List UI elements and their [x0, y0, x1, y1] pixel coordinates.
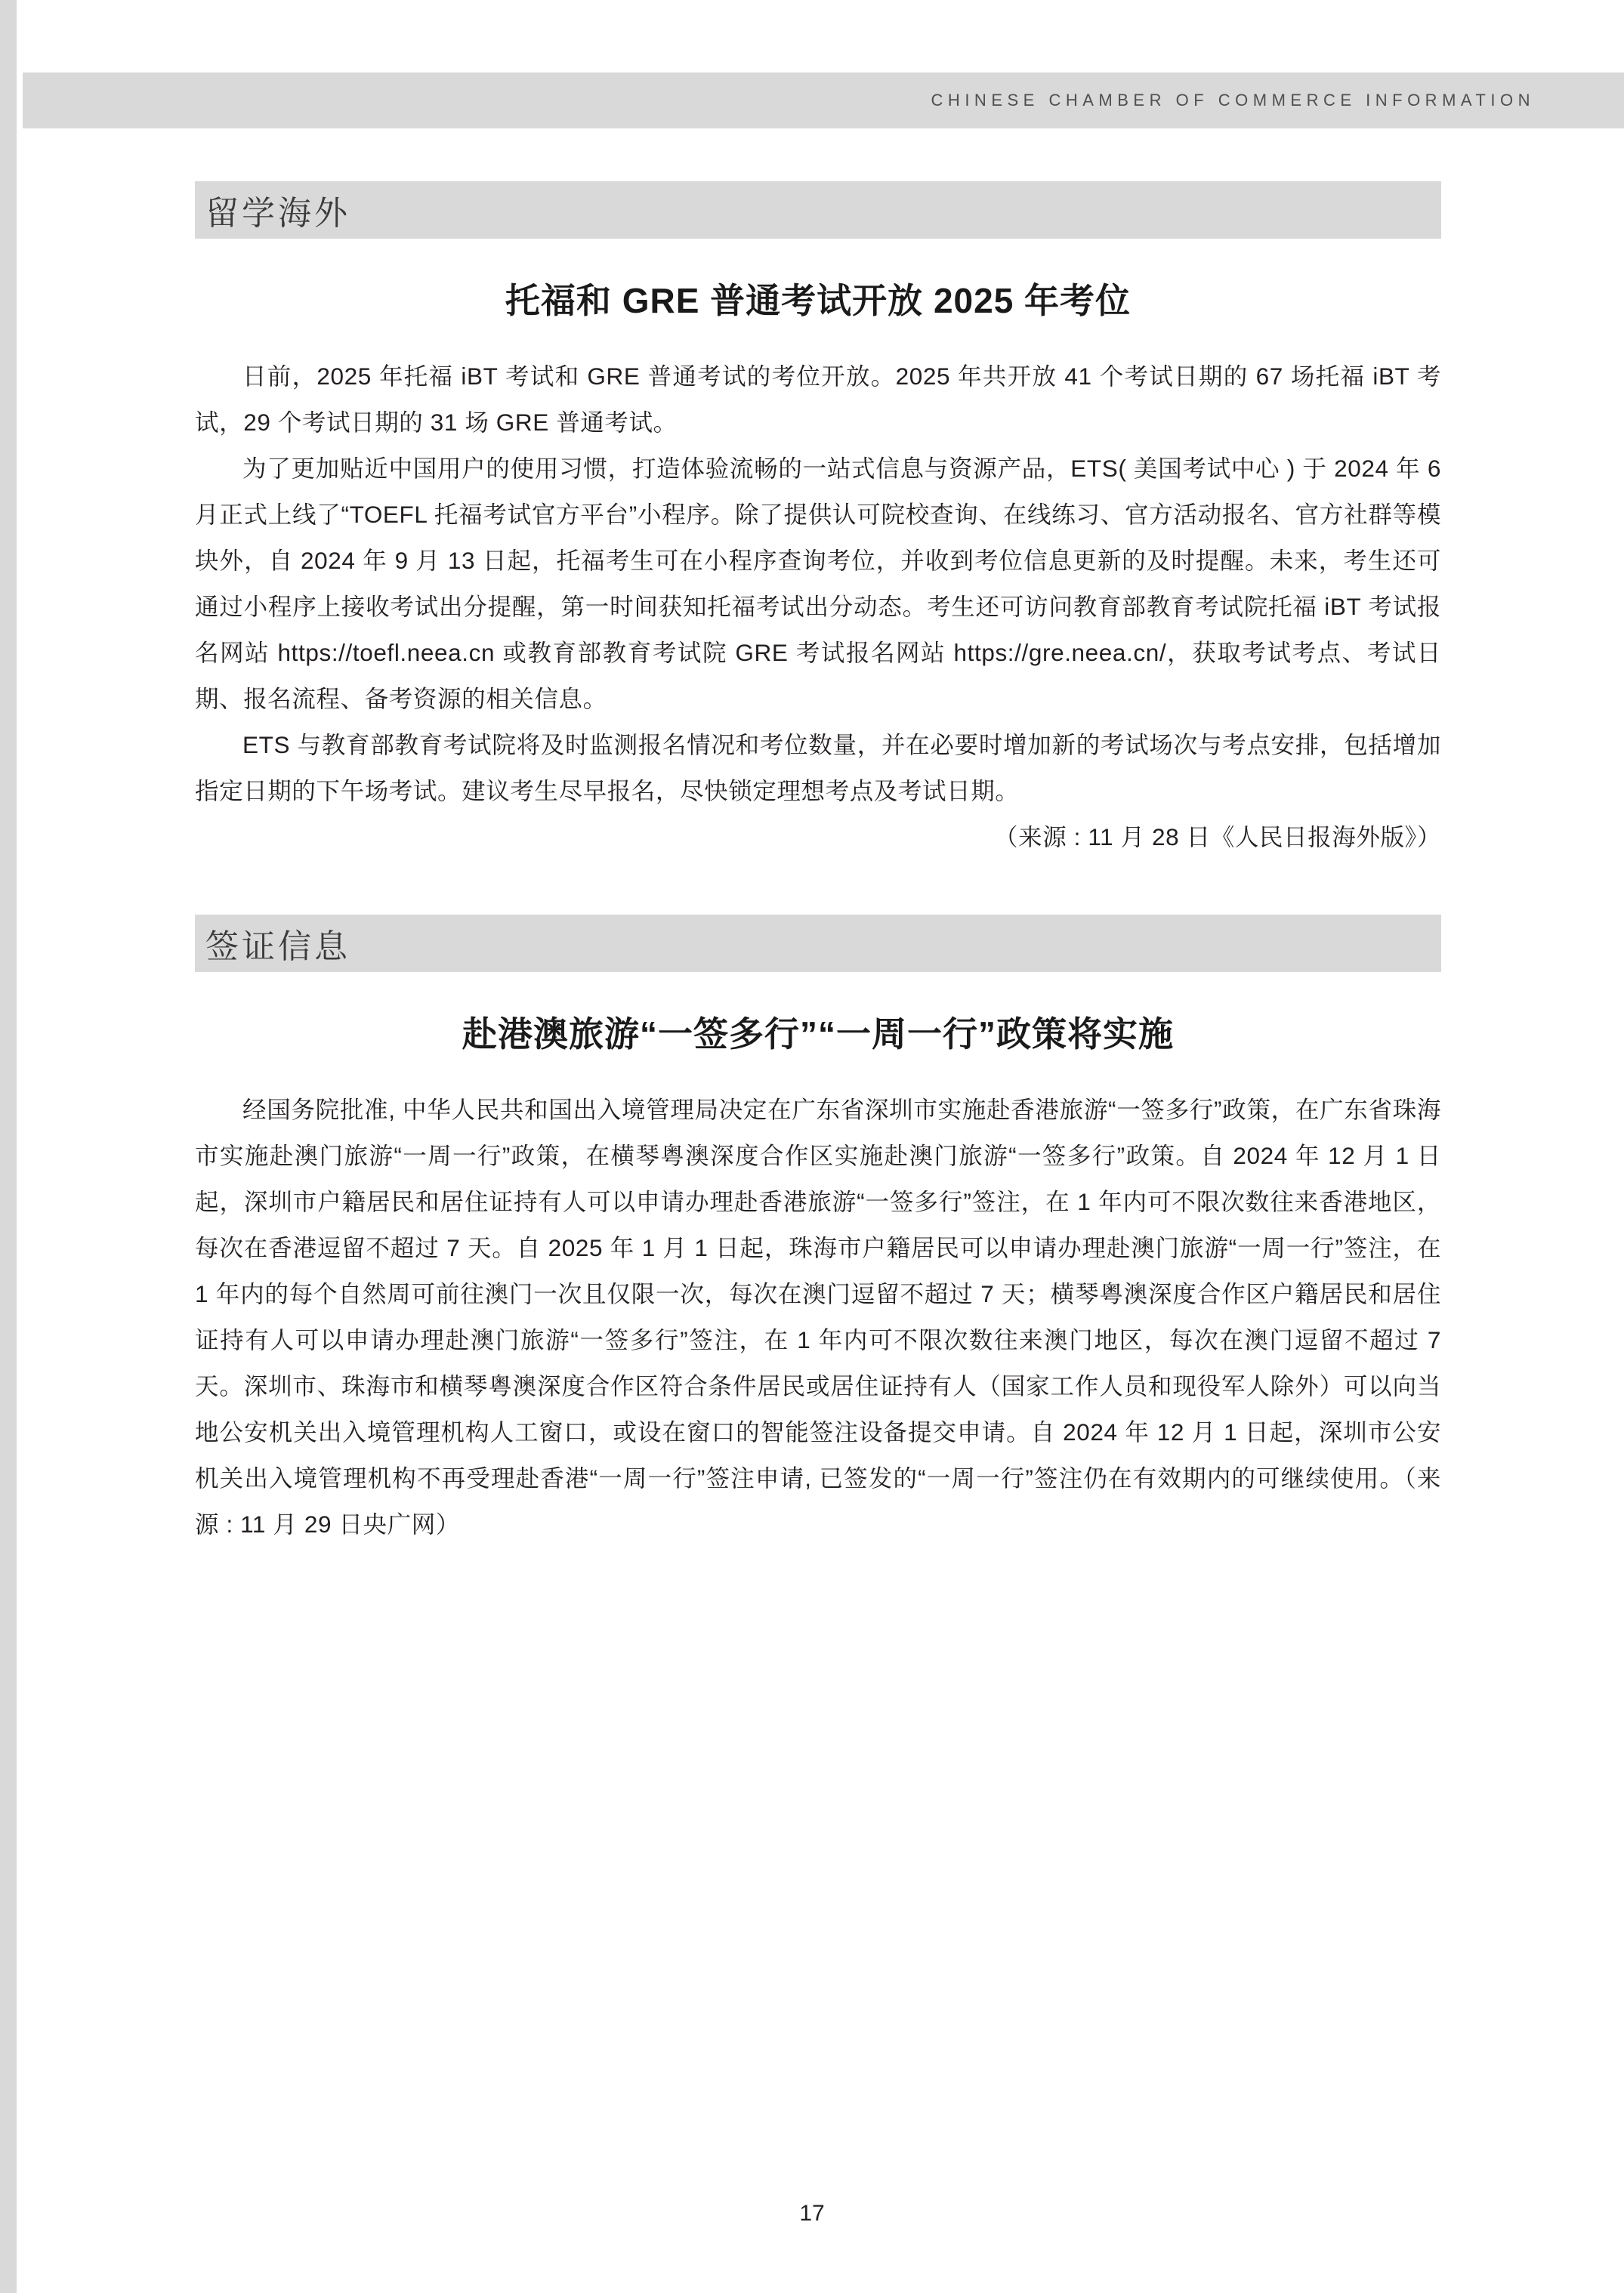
article-title-1: 托福和 GRE 普通考试开放 2025 年考位	[505, 281, 1132, 320]
left-edge-bar-inner	[17, 0, 23, 2293]
article-2-paragraph-1: 经国务院批准, 中华人民共和国出入境管理局决定在广东省深圳市实施赴香港旅游“一签多行”政策，在广东省珠海市实施赴澳门旅游“一周一行”政策，在横琴粤澳深度合作区实施赴澳门旅游“一签多行”政策。自 2024 年 12 月 1 日起，深圳市户籍居民和居住证持有人可以申请办理赴香港旅游“一签多行”签注，在 1 年内可不限次数往来香港地区，每次在香港逗留不超过 7 天。自 2025 年 1 月 1 日起，珠海市户籍居民可以申请办理赴澳门旅游“一周一行”签注，在 1 年内的每个自然周可前往澳门一次且仅限一次，每次在澳门逗留不超过 7 天；横琴粤澳深度合作区户籍居民和居住证持有人可以申请办理赴澳门旅游“一签多行”签注，在 1 年内可不限次数往来澳门地区，每次在澳门逗留不超过 7 天。深圳市、珠海市和横琴粤澳深度合作区符合条件居民或居住证持有人（国家工作人员和现役军人除外）可以向当地公安机关出入境管理机构人工窗口，或设在窗口的智能签注设备提交申请。自 2024 年 12 月 1 日起，深圳市公安机关出入境管理机构不再受理赴香港“一周一行”签注申请, 已签发的“一周一行”签注仍在有效期内的可继续使用。（来源 : 11 月 29 日央广网）	[195, 1096, 1441, 1538]
section-bar-study-abroad	[195, 181, 1441, 239]
article-1-paragraph-3: ETS 与教育部教育考试院将及时监测报名情况和考位数量，并在必要时增加新的考试场次与考点安排，包括增加指定日期的下午场考试。建议考生尽早报名，尽快锁定理想考点及考试日期。	[195, 731, 1441, 804]
article-1-source: （来源 : 11 月 28 日《人民日报海外版》）	[994, 823, 1441, 850]
article-1-paragraph-1: 日前，2025 年托福 iBT 考试和 GRE 普通考试的考位开放。2025 年共开放 41 个考试日期的 67 场托福 iBT 考试，29 个考试日期的 31 场 GRE 普通考试。	[195, 363, 1441, 436]
page-number: 17	[799, 2201, 825, 2226]
running-head: CHINESE CHAMBER OF COMMERCE INFORMATION	[931, 91, 1535, 110]
article-1-paragraph-2: 为了更加贴近中国用户的使用习惯，打造体验流畅的一站式信息与资源产品，ETS( 美国考试中心 ) 于 2024 年 6 月正式上线了“TOEFL 托福考试官方平台”小程序。除了提供认可院校查询、在线练习、官方活动报名、官方社群等模块外，自 2024 年 9 月 13 日起，托福考生可在小程序查询考位，并收到考位信息更新的及时提醒。未来，考生还可通过小程序上接收考试出分提醒，第一时间获知托福考试出分动态。考生还可访问教育部教育考试院托福 iBT 考试报名网站 https://toefl.neea.cn 或教育部教育考试院 GRE 考试报名网站 https://gre.neea.cn/，获取考试考点、考试日期、报名流程、备考资源的相关信息。	[195, 455, 1441, 712]
section-bar-visa-info	[195, 915, 1441, 972]
section-label: 签证信息	[205, 927, 350, 966]
section-spacer	[195, 860, 1441, 915]
content-column	[195, 181, 1441, 1548]
section-label: 留学海外	[205, 194, 350, 233]
left-edge-bar	[0, 0, 17, 2293]
article-title-2: 赴港澳旅游“一签多行”“一周一行”政策将实施	[462, 1014, 1174, 1054]
